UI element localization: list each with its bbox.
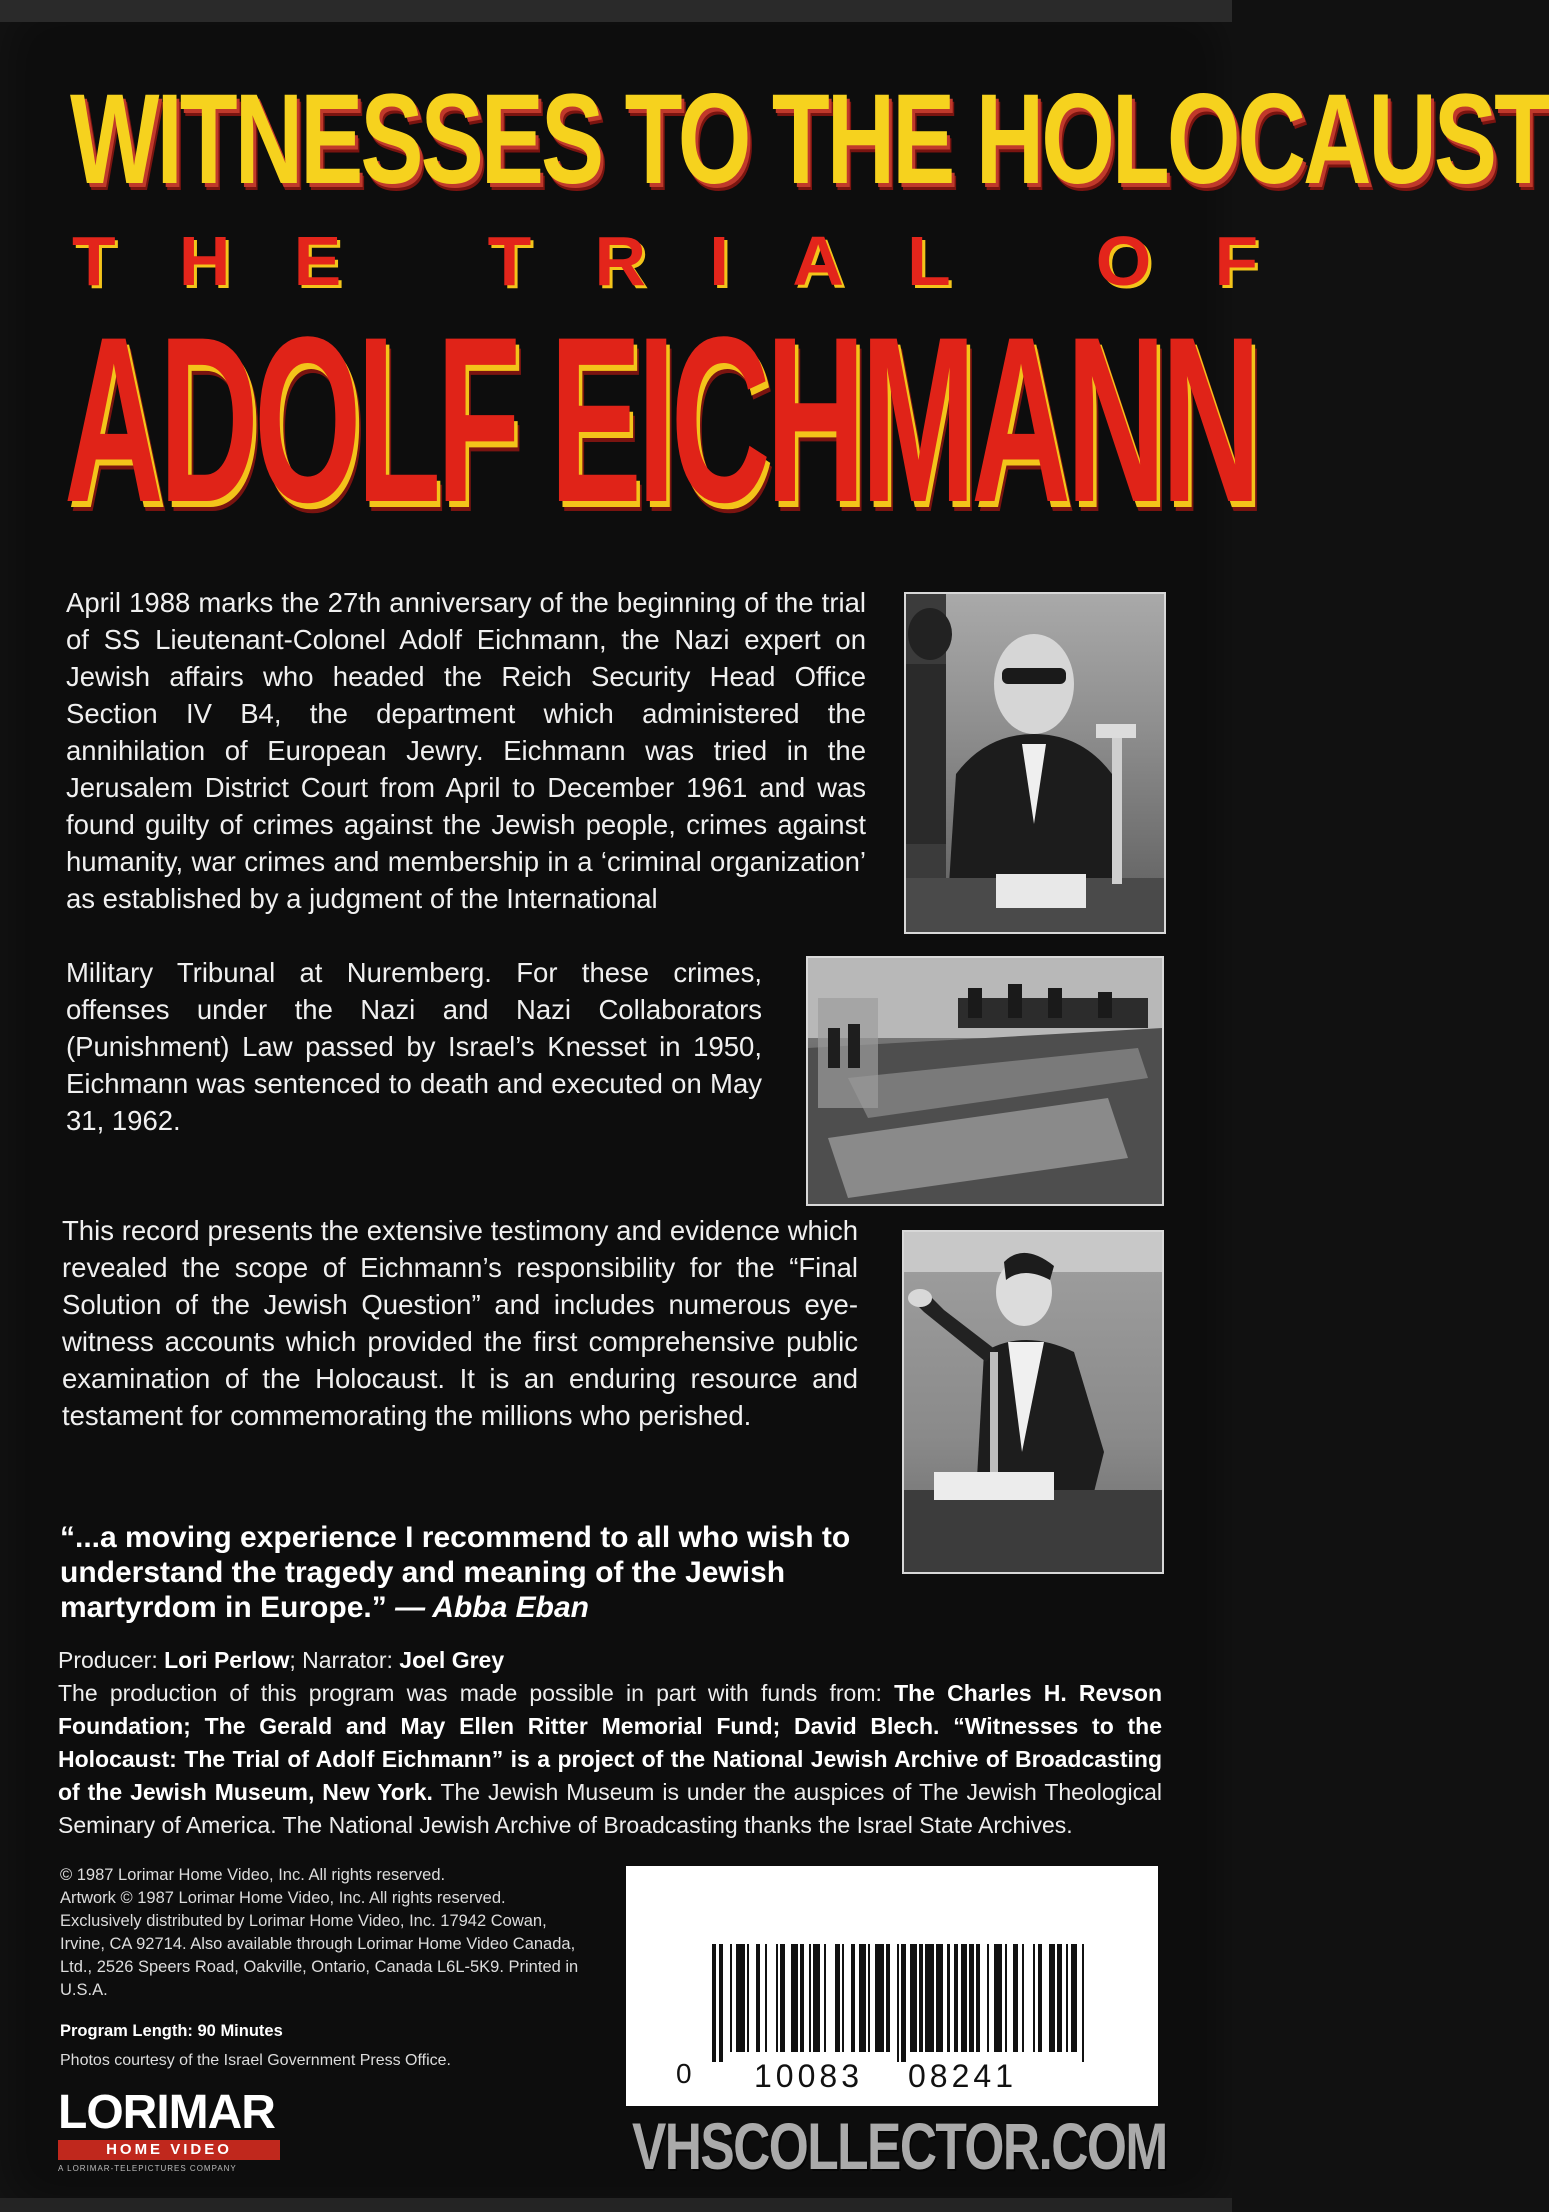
title-line-2: THE TRIAL OF: [72, 222, 1322, 300]
barcode-bar: [875, 1944, 884, 2052]
barcode-bar: [776, 1944, 778, 2052]
barcode-lead-digit: 0: [676, 2058, 692, 2089]
barcode-bars: [712, 1944, 1084, 2052]
photo-credit: Photos courtesy of the Israel Government Press Office.: [60, 2052, 451, 2069]
barcode-bar: [835, 1944, 839, 2052]
photo-witness: [902, 1230, 1164, 1574]
barcode-bar: [1049, 1944, 1056, 2052]
barcode-bar: [886, 1944, 890, 2052]
barcode-bar: [712, 1944, 716, 2062]
barcode-bar: [791, 1944, 798, 2052]
barcode-bar: [780, 1944, 784, 2052]
funding-intro: The production of this program was made possible in part with funds from:: [58, 1680, 882, 1706]
barcode-bar: [851, 1944, 855, 2052]
production-credits: Producer: Lori Perlow; Narrator: Joel Grey The production of this program was made possible in part with funds from: The Charles H. Revson Foundation; The Gerald and May Ellen Ritter Memorial Fund; David Blech. “Witnesses to the Holocaust: The Trial of Adolf Eichmann” is a project of the National Jewish Archive of Broadcasting of the Jewish Museum, New York. The Jewish Museum is under the auspices of The Jewish Theological Seminary of America. The National Jewish Archive of Broadcasting thanks the Israel State Archives.: [58, 1647, 1163, 1838]
auspices-statement: The Jewish Museum is under the auspices of The Jewish Theological Seminary of America. The National Jewish Archive of Broadcasting thanks the Israel State Archives.: [58, 1779, 1162, 1838]
barcode-bar: [969, 1944, 973, 2052]
synopsis-paragraph-1b: Military Tribunal at Nuremberg. For these crimes, offenses under the Nazi and Nazi Collaborators (Punishment) Law passed by Israel’s Knesset in 1950, Eichmann was sentenced to death and executed on May 31, 1962.: [66, 957, 762, 1136]
cover-bottom-edge: [0, 2198, 1232, 2212]
barcode-bar: [1005, 1944, 1007, 2052]
barcode-bar: [925, 1944, 934, 2052]
review-quote: [60, 1520, 868, 1625]
logo-home-video-bar: HOME VIDEO: [58, 2140, 280, 2160]
barcode-bar: [1033, 1944, 1035, 2052]
barcode-bar: [910, 1944, 917, 2052]
producer-label: Producer:: [58, 1647, 158, 1673]
barcode-bar: [1038, 1944, 1042, 2052]
barcode-bar: [813, 1944, 820, 2052]
synopsis-paragraph-2: This record presents the extensive testimony and evidence which revealed the scope of Eichmann’s responsibility for the “Final Solution of the Jewish Question” and includes numerous eye-witness accounts which provided the first comprehensive public examination of the Holocaust. It is an enduring resource and testament for commemorating the millions who perished.: [62, 1215, 858, 1431]
producer-name: Lori Perlow: [164, 1647, 290, 1673]
vhscollector-watermark: VHSCOLLECTOR.COM: [632, 2109, 1167, 2183]
cover-top-edge: [0, 0, 1232, 22]
photo-eichmann-booth: [904, 592, 1166, 934]
barcode-bar: [747, 1944, 749, 2052]
legal-notice: [60, 1864, 580, 2002]
barcode-bar: [868, 1944, 870, 2052]
photo-courtroom: [806, 956, 1164, 1206]
barcode-bar: [1071, 1944, 1078, 2052]
barcode-bar: [842, 1944, 844, 2052]
barcode-bar: [765, 1944, 767, 2052]
barcode-bar: [976, 1944, 980, 2052]
title-line-3: ADOLF EICHMANN: [64, 288, 1257, 552]
barcode-bar: [809, 1944, 811, 2052]
barcode-bar: [824, 1944, 826, 2052]
barcode-bar: [730, 1944, 732, 2052]
barcode-bar: [919, 1944, 923, 2052]
barcode-bar: [1057, 1944, 1061, 2052]
program-length: Program Length: 90 Minutes: [60, 2022, 283, 2040]
barcode-bar: [1022, 1944, 1024, 2052]
photo-eichmann-booth-image: [906, 594, 1164, 932]
barcode-bar: [1013, 1944, 1017, 2052]
barcode-bar: [947, 1944, 949, 2052]
barcode-bar: [756, 1944, 760, 2052]
barcode-bar: [719, 1944, 723, 2062]
project-statement: “Witnesses to the Holocaust: The Trial of Adolf Eichmann” is a project of the National Jewish Archive of Broadcasting of the Jewish Museum, New York.: [58, 1713, 1163, 1805]
narrator-name: Joel Grey: [399, 1647, 505, 1673]
distribution-notice: Exclusively distributed by Lorimar Home Video, Inc. 17942 Cowan, Irvine, CA 92714. Also available through Lorimar Home Video Canada, Ltd., 2526 Speers Road, Oakville, Ontario, Canada L6L-5K9. Printed in U.S.A.: [60, 1912, 579, 1999]
photo-courtroom-image: [808, 958, 1162, 1204]
barcode-bar: [901, 1944, 905, 2062]
barcode-bar: [961, 1944, 968, 2052]
synopsis-paragraph-1a: April 1988 marks the 27th anniversary of the beginning of the trial of SS Lieutenant-Colonel Adolf Eichmann, the Nazi expert on Jewish affairs who headed the Reich Security Head Office Section IV B4, the department which administered the annihilation of European Jewry. Eichmann was tried in the Jerusalem District Court from April to December 1961 and was found guilty of crimes against the Jewish people, crimes against humanity, war crimes and membership in a ‘criminal organization’ as established by a judgment of the International: [66, 587, 866, 914]
upc-barcode: [626, 1866, 1158, 2106]
lorimar-logo: [58, 2088, 298, 2178]
barcode-bar: [987, 1944, 989, 2052]
logo-wordmark: LORIMAR: [58, 2086, 275, 2139]
barcode-group-1: 10083: [754, 2058, 863, 2094]
copyright-line-2: Artwork © 1987 Lorimar Home Video, Inc. All rights reserved.: [60, 1889, 506, 1907]
barcode-bar: [859, 1944, 866, 2052]
barcode-bar: [800, 1944, 804, 2052]
barcode-bar: [954, 1944, 958, 2052]
quote-attribution: — Abba Eban: [395, 1591, 589, 1624]
barcode-group-2: 08241: [908, 2058, 1017, 2094]
narrator-label: Narrator:: [302, 1647, 393, 1673]
barcode-bar: [1082, 1944, 1084, 2062]
barcode-bar: [994, 1944, 1003, 2052]
title-line-1: WITNESSES TO THE HOLOCAUST: [70, 68, 1549, 211]
logo-tagline: A LORIMAR-TELEPICTURES COMPANY: [58, 2164, 237, 2173]
barcode-bar: [1066, 1944, 1068, 2052]
funders: The Charles H. Revson Foundation; The Gerald and May Ellen Ritter Memorial Fund; David Blech.: [58, 1680, 1163, 1739]
barcode-bar: [897, 1944, 899, 2062]
copyright-line-1: © 1987 Lorimar Home Video, Inc. All rights reserved.: [60, 1866, 446, 1884]
barcode-bar: [736, 1944, 745, 2052]
quote-text: “...a moving experience I recommend to all who wish to understand the tragedy and meaning of the Jewish martyrdom in Europe.”: [60, 1521, 851, 1624]
photo-witness-image: [904, 1232, 1162, 1572]
barcode-bar: [936, 1944, 943, 2052]
